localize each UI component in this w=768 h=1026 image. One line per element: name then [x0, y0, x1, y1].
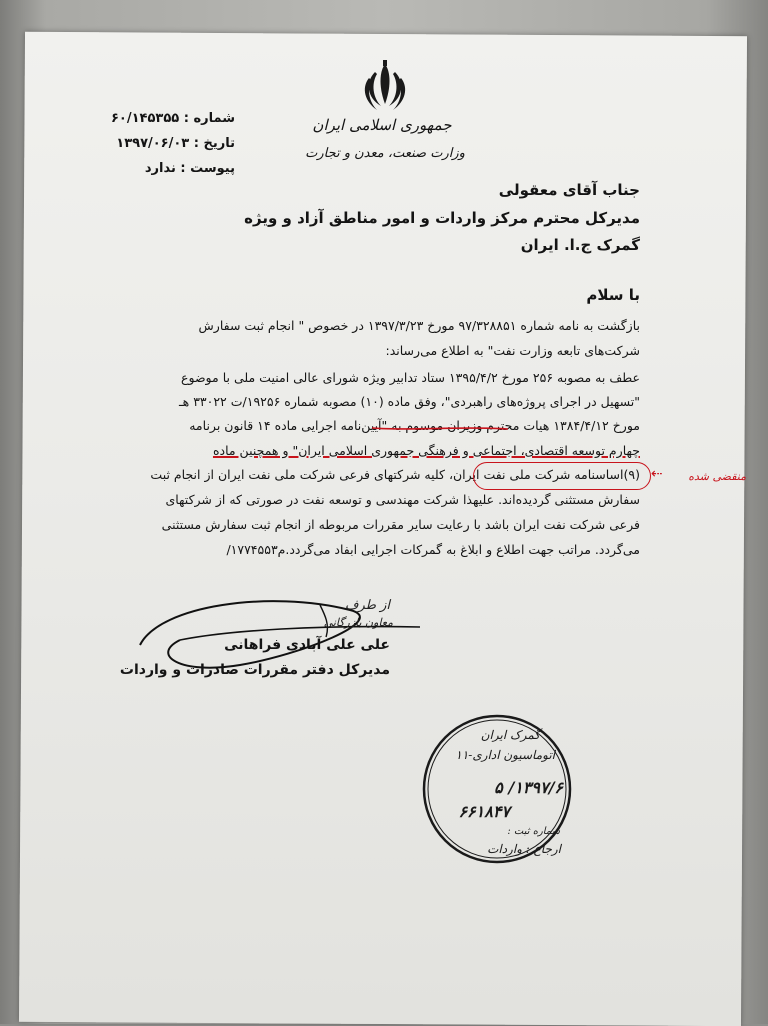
signer-title: مدیرکل دفتر مقررات صادرات و واردات: [119, 662, 390, 678]
body-line: عطف به مصوبه ۲۵۶ مورخ ۱۳۹۵/۴/۲ ستاد تدابیر ویژه شورای عالی امنیت ملی با موضوع: [181, 370, 640, 385]
addressee-title: مدیرکل محترم مرکز واردات و امور مناطق آزاد و ویژه: [244, 209, 640, 227]
republic-name: جمهوری اسلامی ایران: [312, 116, 452, 134]
red-underline-mark: [370, 424, 510, 432]
body-line: شرکت‌های تابعه وزارت نفت" به اطلاع می‌رساند:: [385, 343, 640, 358]
greeting: با سلام: [586, 286, 640, 304]
body-line: (۹)اساسنامه شرکت ملی نفت ایران، کلیه شرکتهای فرعی شرکت ملی نفت ایران از انجام ثبت: [150, 467, 640, 482]
signer-name: علی علی آبادی فراهانی: [224, 637, 390, 653]
stamp-label-number: شماره ثبت :: [507, 826, 560, 837]
iran-emblem-icon: [357, 58, 413, 114]
letter-attachment: پیوست : ندارد: [144, 161, 235, 176]
body-line: چهارم توسعه اقتصادی، اجتماعی و فرهنگی جمهوری اسلامی ایران" و همچنین ماده: [212, 443, 640, 458]
stamp-dept: اتوماسیون اداری-۱۱: [455, 748, 555, 762]
addressee-name: جناب آقای معقولی: [498, 181, 640, 199]
stamp-date: ۱۳۹۷/۶/ ۵: [494, 778, 563, 797]
body-line: فرعی شرکت نفت ایران باشد با رعایت سایر مقررات مربوطه از انجام ثبت سفارش مستثنی: [161, 517, 640, 532]
signature-note-1: از طرف: [344, 598, 390, 613]
stamp-number: ۶۶۱۸۴۷: [458, 802, 510, 821]
body-line: مورخ ۱۳۸۴/۴/۱۲ هیات محترم وزیران موسوم به "آیین‌نامه اجرایی ماده ۱۴ قانون برنامه: [189, 418, 640, 433]
margin-note: منقضی شده: [688, 470, 746, 483]
ministry-name: وزارت صنعت، معدن و تجارت: [305, 146, 465, 161]
letter-date: تاریخ : ۱۳۹۷/۰۶/۰۳: [116, 136, 235, 151]
red-circle-mark: [473, 462, 651, 490]
body-line: بازگشت به نامه شماره ۹۷/۳۲۸۸۵۱ مورخ ۱۳۹۷/۳/۲۳ در خصوص " انجام ثبت سفارش: [198, 318, 640, 333]
stamp-label-ref: ارجاع : واردات: [487, 842, 561, 856]
body-line: سفارش مستثنی گردیده‌اند. علیهذا شرکت مهندسی و توسعه نفت در صورتی که از شرکتهای: [165, 492, 640, 507]
body-line: می‌گردد. مراتب جهت اطلاع و ابلاغ به گمرکات اجرایی ابفاد می‌گردد.م۱۷۷۴۵۵۳/: [226, 542, 640, 557]
signature-note-2: معاون بازرگانی: [323, 616, 393, 629]
body-line: "تسهیل در اجرای پروژه‌های راهبردی"، وفق ماده (۱۰) مصوبه شماره ۱۹۲۵۶/ت ۳۳۰۲۲ هـ: [178, 394, 640, 409]
addressee-org: گمرک ج.ا. ایران: [520, 236, 640, 254]
letter-number: شماره : ۶۰/۱۴۵۳۵۵: [110, 111, 235, 126]
arrow-left-icon: ⇠: [651, 466, 663, 482]
stamp-org: گمرک ایران: [480, 728, 540, 742]
